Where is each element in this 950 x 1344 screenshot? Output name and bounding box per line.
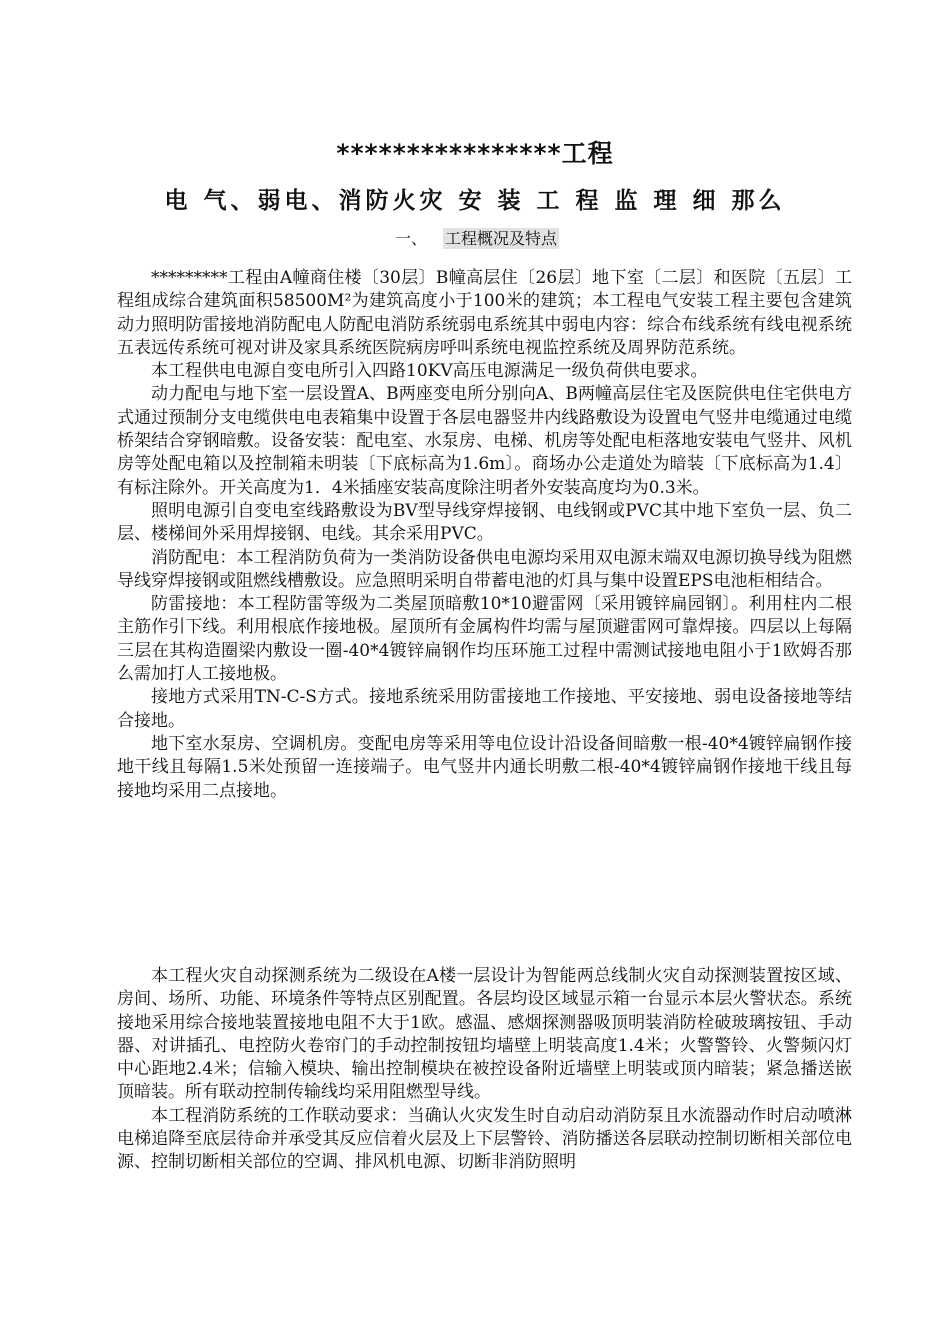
paragraph: 消防配电：本工程消防负荷为一类消防设备供电电源均采用双电源末端双电源切换导线为阻燃导线穿焊接钢或阻燃线槽敷设。应急照明采明自带蓄电池的灯具与集中设置EPS电池柜相结合。 (117, 547, 852, 591)
section-heading (395, 226, 559, 249)
paragraph: 本工程火灾自动探测系统为二级设在A楼一层设计为智能两总线制火灾自动探测装置按区域、房间、场所、功能、环境条件等特点区别配置。各层均设区域显示箱一台显示本层火警状态。系统接地采用综合接地装置接地电阻不大于1欧。感温、感烟探测器吸顶明装消防栓破玻璃按钮、手动器、对讲插孔、电控防火卷帘门的手动控制按钮均墙壁上明装高度1.4米；火警警铃、火警频闪灯中心距地2.4米；信输入模块、输出控制模块在被控设备附近墙壁上明装或顶内暗装；紧急播送嵌顶暗装。所有联动控制传输线均采用阻燃型导线。 (117, 966, 852, 1103)
section-number: 一、 (395, 229, 428, 248)
paragraph: 地下室水泵房、空调机房。变配电房等采用等电位设计沿设备间暗敷一根-40*4镀锌扁钢作接地干线且每隔1.5米处预留一连接端子。电气竖井内通长明敷二根-40*4镀锌扁钢作接地干线且每接地均采用二点接地。 (117, 733, 852, 801)
body-block-overview (117, 267, 852, 803)
paragraph: 动力配电与地下室一层设置A、B两座变电所分别向A、B两幢高层住宅及医院供电住宅供电方式通过预制分支电缆供电电表箱集中设置于各层电器竖井内线路敷设为设置电气竖井电缆通过电缆桥架结合穿钢暗敷。设备安装：配电室、水泵房、电梯、机房等处配电柜落地安装电气竖井、风机房等处配电箱以及控制箱未明装〔下底标高为1.6m〕。商场办公走道处为暗装〔下底标高为1.4〕有标注除外。开关高度为1．4米插座安装高度除注明者外安装高度均为0.3米。 (117, 384, 852, 498)
paragraph: 本工程供电电源自变电所引入四路10KV高压电源满足一级负荷供电要求。 (151, 361, 708, 382)
paragraph: *********工程由A幢商住楼〔30层〕B幢高层住〔26层〕地下室〔二层〕和医院〔五层〕工程组成综合建筑面积58500M²为建筑高度小于100米的建筑；本工程电气安装工程主要包含建筑动力照明防雷接地消防配电人防配电消防系统弱电系统其中弱电内容：综合布线系统有线电视系统五表远传系统可视对讲及家具系统医院病房呼叫系统电视监控系统及周界防范系统。 (117, 268, 852, 358)
document-subtitle: 电 气、弱电、消防火灾 安 装 工 程 监 理 细 那么 (164, 188, 786, 214)
paragraph: 本工程消防系统的工作联动要求：当确认火灾发生时自动启动消防泵且水流器动作时启动喷淋电梯追降至底层待命并承受其反应信着火层及上下层警铃、消防播送各层联动控制切断相关部位电源、控制切断相关部位的空调、排风机电源、切断非消防照明 (117, 1105, 852, 1173)
body-block-fire-alarm (117, 965, 852, 1175)
paragraph: 照明电源引自变电室线路敷设为BV型导线穿焊接钢、电线钢或PVC其中地下室负一层、负二层、楼梯间外采用焊接钢、电线。其余采用PVC。 (117, 500, 852, 545)
paragraph: 接地方式采用TN-C-S方式。接地系统采用防雷接地工作接地、平安接地、弱电设备接地等结合接地。 (117, 687, 852, 731)
paragraph: 防雷接地：本工程防雷等级为二类屋顶暗敷10*10避雷网〔采用镀锌扁园钢〕。利用柱内二根主筋作引下线。利用根底作接地极。屋顶所有金属构件均需与屋顶避雷网可靠焊接。四层以上每隔三层在其构造圈梁内敷设一圈-40*4镀锌扁钢作均压环施工过程中需测试接地电阻小于1欧姆否那么需加打人工接地极。 (117, 594, 852, 685)
document-title: ****************工程 (336, 139, 614, 168)
section-heading-text: 工程概况及特点 (445, 229, 558, 248)
